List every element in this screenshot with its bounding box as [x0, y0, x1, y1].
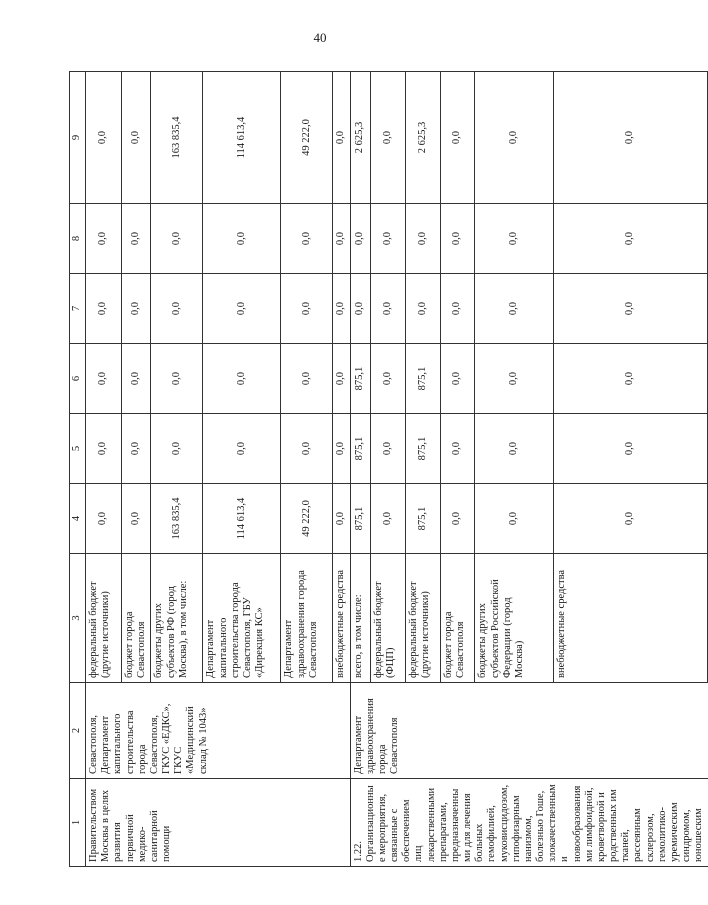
- value-cell: 49 222,0: [281, 72, 333, 204]
- value-cell: 0,0: [350, 204, 370, 274]
- source-cell: бюджет города Севастополя: [440, 554, 475, 683]
- value-cell: 0,0: [333, 414, 350, 484]
- source-cell: внебюджетные средства: [333, 554, 350, 683]
- rotated-table-frame: [69, 72, 705, 867]
- header-cell: 7: [70, 274, 86, 344]
- value-cell: 0,0: [475, 72, 553, 204]
- header-cell: 2: [70, 683, 86, 779]
- header-cell: 3: [70, 554, 86, 683]
- value-cell: 0,0: [553, 344, 707, 414]
- value-cell: 0,0: [405, 204, 440, 274]
- value-cell: 0,0: [553, 414, 707, 484]
- source-cell: Департамент здравоохранения города Севастополя: [281, 554, 333, 683]
- source-cell: федеральный бюджет (другие источники): [405, 554, 440, 683]
- table-row: [86, 72, 122, 867]
- value-cell: 0,0: [122, 72, 151, 204]
- value-cell: 0,0: [203, 344, 281, 414]
- value-cell: 0,0: [475, 274, 553, 344]
- value-cell: 0,0: [86, 204, 122, 274]
- value-cell: 0,0: [553, 204, 707, 274]
- source-cell: всего, в том числе:: [350, 554, 370, 683]
- value-cell: 0,0: [475, 344, 553, 414]
- header-row: [70, 72, 86, 867]
- value-cell: 0,0: [440, 274, 475, 344]
- value-cell: 0,0: [122, 274, 151, 344]
- value-cell: 0,0: [333, 274, 350, 344]
- source-cell: бюджеты других субъектов РФ (город Москва), в том числе:: [151, 554, 203, 683]
- value-cell: 114 613,4: [203, 72, 281, 204]
- value-cell: 0,0: [553, 72, 707, 204]
- value-cell: 163 835,4: [151, 72, 203, 204]
- value-cell: 0,0: [281, 204, 333, 274]
- budget-table: [69, 71, 708, 867]
- value-cell: 0,0: [151, 204, 203, 274]
- value-cell: 0,0: [440, 344, 475, 414]
- value-cell: 875,1: [405, 344, 440, 414]
- value-cell: 875,1: [350, 414, 370, 484]
- header-cell: 6: [70, 344, 86, 414]
- value-cell: 0,0: [151, 414, 203, 484]
- value-cell: 0,0: [151, 274, 203, 344]
- value-cell: 0,0: [86, 344, 122, 414]
- source-cell: федеральный бюджет (другие источники): [86, 554, 122, 683]
- value-cell: 0,0: [440, 204, 475, 274]
- value-cell: 0,0: [281, 344, 333, 414]
- value-cell: 0,0: [86, 414, 122, 484]
- value-cell: 0,0: [122, 484, 151, 554]
- source-cell: бюджет города Севастополя: [122, 554, 151, 683]
- value-cell: 0,0: [440, 484, 475, 554]
- source-cell: федеральный бюджет (ФЦП): [370, 554, 405, 683]
- value-cell: 875,1: [350, 344, 370, 414]
- value-cell: 0,0: [370, 344, 405, 414]
- executor-cell: Департамент здравоохранения города Севастополя: [350, 683, 707, 779]
- value-cell: 0,0: [333, 344, 350, 414]
- value-cell: 0,0: [122, 204, 151, 274]
- header-cell: 5: [70, 414, 86, 484]
- value-cell: 0,0: [475, 484, 553, 554]
- value-cell: 163 835,4: [151, 484, 203, 554]
- value-cell: 0,0: [333, 484, 350, 554]
- value-cell: 0,0: [475, 204, 553, 274]
- page-number: 40: [313, 30, 327, 45]
- value-cell: 875,1: [405, 414, 440, 484]
- value-cell: 0,0: [86, 72, 122, 204]
- value-cell: 0,0: [86, 274, 122, 344]
- source-cell: бюджеты других субъектов Российской Федерации (город Москва): [475, 554, 553, 683]
- value-cell: 0,0: [281, 274, 333, 344]
- value-cell: 0,0: [122, 344, 151, 414]
- value-cell: 0,0: [370, 204, 405, 274]
- value-cell: 0,0: [475, 414, 553, 484]
- value-cell: 0,0: [370, 484, 405, 554]
- value-cell: 0,0: [370, 72, 405, 204]
- value-cell: 0,0: [333, 72, 350, 204]
- value-cell: 0,0: [553, 484, 707, 554]
- value-cell: 0,0: [405, 274, 440, 344]
- value-cell: 0,0: [370, 274, 405, 344]
- source-cell: внебюджетные средства: [553, 554, 707, 683]
- value-cell: 2 625,3: [405, 72, 440, 204]
- table-row: [350, 72, 370, 867]
- value-cell: 875,1: [405, 484, 440, 554]
- value-cell: 114 613,4: [203, 484, 281, 554]
- measure-name: 1.22. Организационные мероприятия, связанные с обеспечением лиц лекарственными препаратами, предназначенными для лечения больных гемофилией, муковисцидозом, гипофизарным нанизмом, болезнью Гоше, злокачественными новообразованиями лимфоидной, кроветворной и родственных им тканей, рассеянным склерозом, гемолитико-уремическим синдромом, юношеским: [350, 779, 707, 867]
- header-cell: 4: [70, 484, 86, 554]
- measure-name: Правительством Москвы в целях развития первичной медико-санитарной помощи: [86, 779, 351, 867]
- header-cell: 9: [70, 72, 86, 204]
- value-cell: 0,0: [122, 414, 151, 484]
- value-cell: 0,0: [151, 344, 203, 414]
- source-cell: Департамент капитального строительства города Севастополя, ГБУ «Дирекция КС»: [203, 554, 281, 683]
- value-cell: 0,0: [86, 484, 122, 554]
- value-cell: 2 625,3: [350, 72, 370, 204]
- executor-cell: Севастополя, Департамент капитального строительства города Севастополя, ГКУС «ЕДКС», ГКУС «Медицинский склад № 1043»: [86, 683, 351, 779]
- value-cell: 49 222,0: [281, 484, 333, 554]
- value-cell: 0,0: [203, 274, 281, 344]
- value-cell: 0,0: [440, 72, 475, 204]
- value-cell: 0,0: [203, 204, 281, 274]
- header-cell: 1: [70, 779, 86, 867]
- value-cell: 0,0: [281, 414, 333, 484]
- value-cell: 0,0: [440, 414, 475, 484]
- value-cell: 0,0: [203, 414, 281, 484]
- value-cell: 0,0: [370, 414, 405, 484]
- value-cell: 0,0: [350, 274, 370, 344]
- value-cell: 0,0: [333, 204, 350, 274]
- value-cell: 0,0: [553, 274, 707, 344]
- value-cell: 875,1: [350, 484, 370, 554]
- header-cell: 8: [70, 204, 86, 274]
